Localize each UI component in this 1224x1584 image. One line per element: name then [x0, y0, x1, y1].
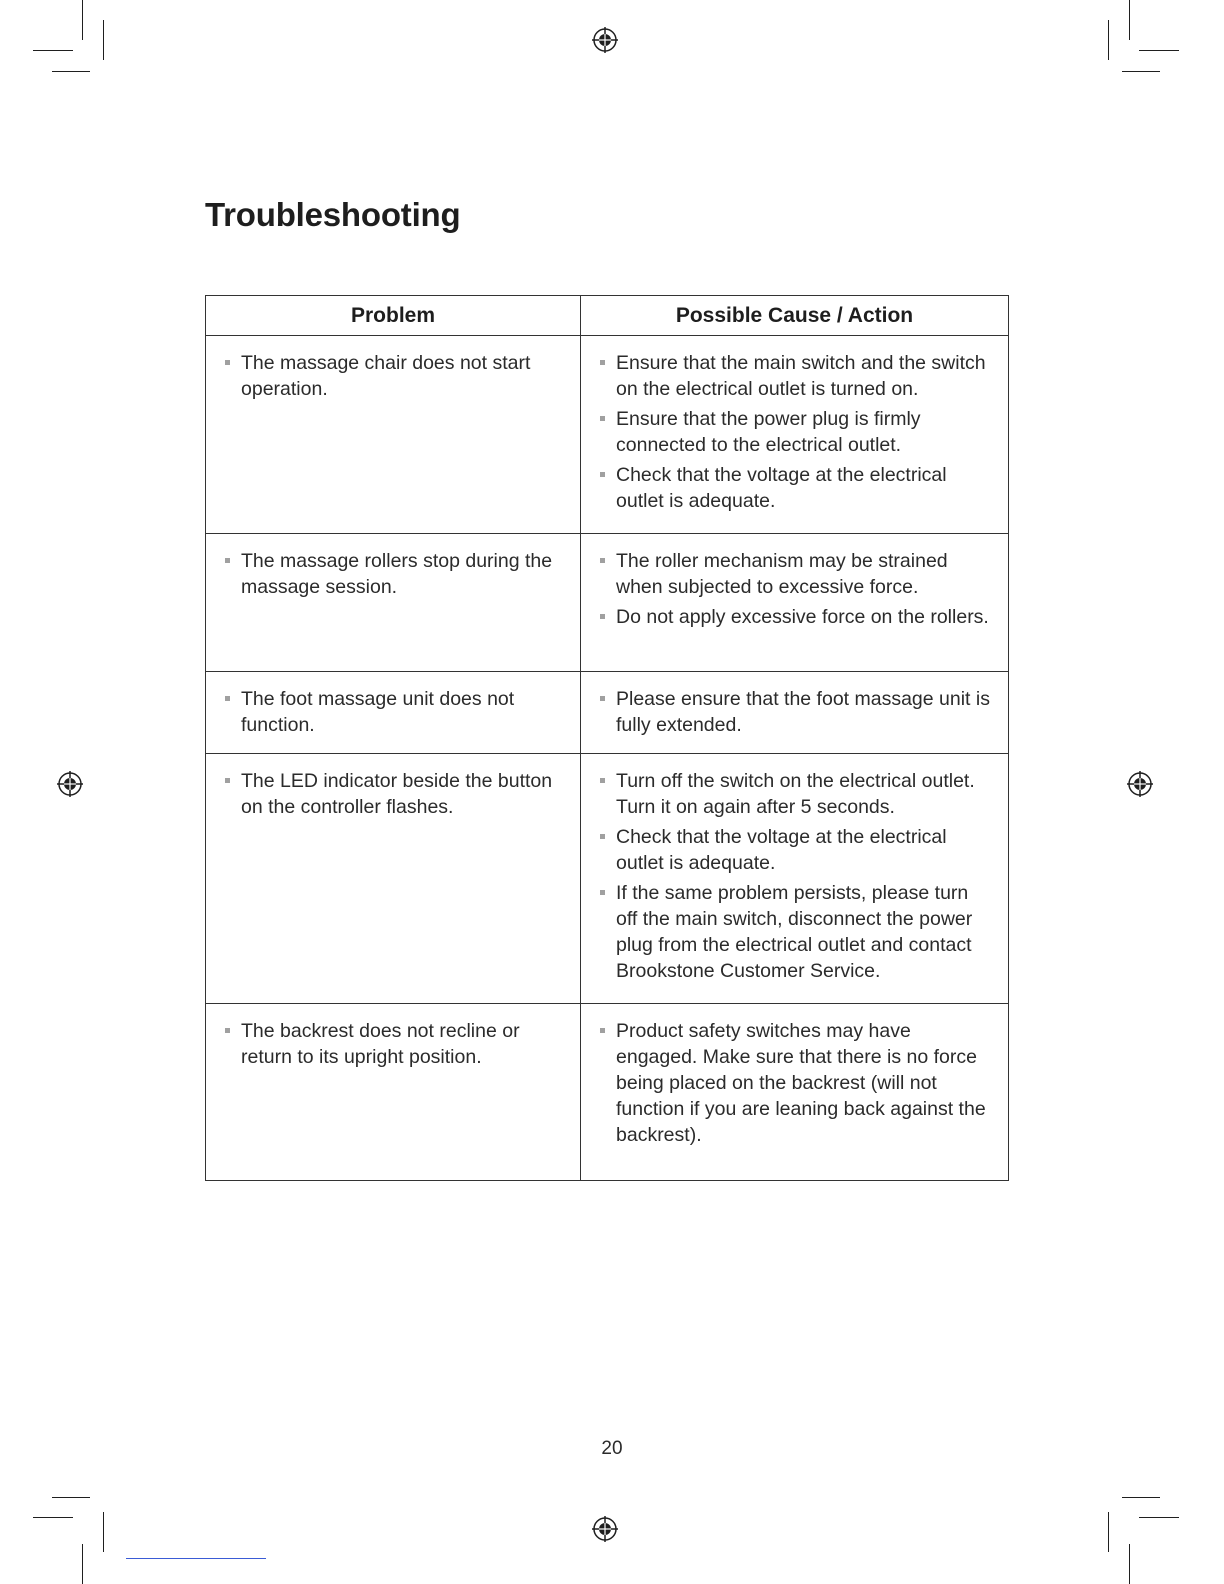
link-underline [126, 1558, 266, 1559]
action-cell [581, 336, 1009, 534]
action-item: Check that the voltage at the electrical outlet is adequate. [598, 462, 994, 514]
crop-mark [1108, 1512, 1109, 1552]
problem-cell [206, 534, 581, 672]
action-item: Ensure that the main switch and the switch on the electrical outlet is turned on. [598, 350, 994, 402]
table-row [206, 534, 1009, 672]
action-item: Check that the voltage at the electrical outlet is adequate. [598, 824, 994, 876]
problem-cell [206, 1004, 581, 1181]
crop-mark [1139, 50, 1179, 51]
crop-mark [1129, 1544, 1130, 1584]
registration-mark-icon [592, 27, 618, 53]
crop-mark [103, 1512, 104, 1552]
column-header-problem: Problem [206, 296, 581, 336]
registration-mark-icon [592, 1516, 618, 1542]
crop-mark [33, 50, 73, 51]
table-row [206, 1004, 1009, 1181]
crop-mark [52, 1497, 90, 1498]
action-item: Do not apply excessive force on the rollers. [598, 604, 994, 630]
action-item: Ensure that the power plug is firmly connected to the electrical outlet. [598, 406, 994, 458]
troubleshooting-table [205, 295, 1009, 1181]
problem-item: The massage chair does not start operation. [223, 350, 566, 402]
crop-mark [1122, 71, 1160, 72]
crop-mark [1122, 1497, 1160, 1498]
table-row [206, 336, 1009, 534]
crop-mark [1108, 20, 1109, 60]
action-item: Turn off the switch on the electrical outlet. Turn it on again after 5 seconds. [598, 768, 994, 820]
problem-cell [206, 672, 581, 754]
action-cell [581, 1004, 1009, 1181]
page-title: Troubleshooting [205, 196, 461, 233]
column-header-action: Possible Cause / Action [581, 296, 1009, 336]
table-row [206, 672, 1009, 754]
problem-item: The backrest does not recline or return to its upright position. [223, 1018, 566, 1070]
crop-mark [33, 1517, 73, 1518]
problem-item: The massage rollers stop during the massage session. [223, 548, 566, 600]
crop-mark [103, 20, 104, 60]
action-cell [581, 672, 1009, 754]
problem-item: The LED indicator beside the button on the controller flashes. [223, 768, 566, 820]
crop-mark [82, 0, 83, 40]
registration-mark-icon [1127, 771, 1153, 797]
table-row [206, 754, 1009, 1004]
crop-mark [82, 1544, 83, 1584]
table-header-row [206, 296, 1009, 336]
action-item: The roller mechanism may be strained when subjected to excessive force. [598, 548, 994, 600]
action-item: If the same problem persists, please turn off the main switch, disconnect the power plug from the electrical outlet and contact Brookstone Customer Service. [598, 880, 994, 984]
action-cell [581, 534, 1009, 672]
page-number: 20 [601, 1438, 623, 1459]
crop-mark [1139, 1517, 1179, 1518]
action-item: Please ensure that the foot massage unit is fully extended. [598, 686, 994, 738]
action-item: Product safety switches may have engaged. Make sure that there is no force being placed on the backrest (will not function if you are leaning back against the backrest). [598, 1018, 994, 1148]
problem-item: The foot massage unit does not function. [223, 686, 566, 738]
registration-mark-icon [57, 771, 83, 797]
action-cell [581, 754, 1009, 1004]
problem-cell [206, 336, 581, 534]
crop-mark [52, 71, 90, 72]
crop-mark [1129, 0, 1130, 40]
problem-cell [206, 754, 581, 1004]
